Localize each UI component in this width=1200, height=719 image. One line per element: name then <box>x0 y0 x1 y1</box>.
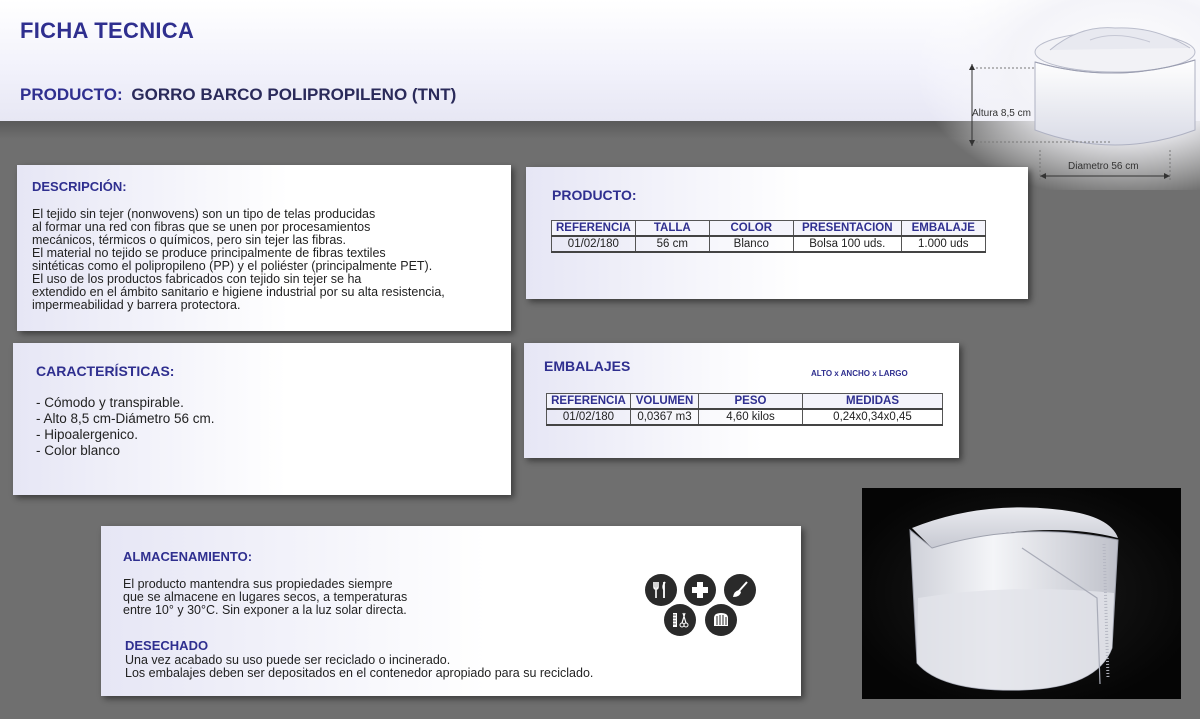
descripcion-line: sintéticas como el polipropileno (PP) y el poliéster (principalmente PET). <box>32 259 433 273</box>
table-header-cell: MEDIDAS <box>803 394 943 410</box>
medical-cross-icon <box>684 574 716 606</box>
desechado-text <box>125 654 593 680</box>
descripcion-line: El uso de los productos fabricados con tejido sin tejer se ha <box>32 272 362 286</box>
table-header-cell: TALLA <box>635 221 709 237</box>
table-header-cell: EMBALAJE <box>901 221 985 237</box>
caracteristicas-heading: CARACTERÍSTICAS: <box>36 363 175 379</box>
table-cell: 0,0367 m3 <box>631 409 699 425</box>
list-item: - Alto 8,5 cm-Diámetro 56 cm. <box>36 411 215 426</box>
table-header-cell: COLOR <box>709 221 793 237</box>
table-cell: 4,60 kilos <box>699 409 803 425</box>
descripcion-line: mecánicos, térmicos o químicos, pero sin tejer las fibras. <box>32 233 347 247</box>
table-header-cell: PESO <box>699 394 803 410</box>
desechado-heading: DESECHADO <box>125 638 209 653</box>
producto-panel <box>526 167 1028 299</box>
descripcion-panel <box>17 165 511 331</box>
embalajes-panel <box>524 343 959 458</box>
table-header-row <box>547 394 943 410</box>
table-header-cell: REFERENCIA <box>547 394 631 410</box>
desechado-line: Una vez acabado su uso puede ser reciclado o incinerado. <box>125 653 451 667</box>
embalajes-table <box>546 393 943 426</box>
hairnet-icon <box>705 604 737 636</box>
table-cell: 0,24x0,34x0,45 <box>803 409 943 425</box>
hairdresser-tools-icon <box>664 604 696 636</box>
page-title: FICHA TECNICA <box>20 18 195 43</box>
table-cell: 56 cm <box>635 236 709 252</box>
table-row <box>547 409 943 425</box>
almacenamiento-heading: ALMACENAMIENTO: <box>123 549 253 564</box>
producto-table <box>551 220 986 253</box>
descripcion-line: impermeabilidad y barrera protectora. <box>32 298 241 312</box>
table-cell: Blanco <box>709 236 793 252</box>
product-name: GORRO BARCO POLIPROPILENO (TNT) <box>131 85 457 104</box>
table-header-cell: VOLUMEN <box>631 394 699 410</box>
hat-photo-graphic <box>862 488 1181 699</box>
list-item: - Color blanco <box>36 443 121 458</box>
table-cell: 01/02/180 <box>552 236 636 252</box>
product-title <box>20 85 456 105</box>
producto-heading: PRODUCTO: <box>552 187 637 203</box>
list-item: - Cómodo y transpirable. <box>36 395 184 410</box>
almacenamiento-text <box>123 578 407 617</box>
table-header-cell: PRESENTACION <box>793 221 901 237</box>
descripcion-line: El material no tejido se produce principalmente de fibras textiles <box>32 246 386 260</box>
almacenamiento-panel <box>101 526 801 696</box>
table-cell: 01/02/180 <box>547 409 631 425</box>
table-cell: Bolsa 100 uds. <box>793 236 901 252</box>
medidas-note: ALTO x ANCHO x LARGO <box>811 369 908 378</box>
cutlery-icon <box>645 574 677 606</box>
height-dimension-label: Altura 8,5 cm <box>972 108 1031 119</box>
caracteristicas-panel <box>13 343 511 495</box>
table-row <box>552 236 986 252</box>
caracteristicas-list <box>36 395 215 459</box>
table-header-row <box>552 221 986 237</box>
descripcion-line: extendido en el ámbito sanitario e higiene industrial por su alta resistencia, <box>32 285 445 299</box>
cleaning-brush-icon <box>724 574 756 606</box>
desechado-line: Los embalajes deben ser depositados en el contenedor apropiado para su reciclado. <box>125 666 594 680</box>
embalajes-heading: EMBALAJES <box>544 358 631 374</box>
diameter-dimension-label: Diametro 56 cm <box>1068 161 1139 172</box>
list-item: - Hipoalergenico. <box>36 427 139 442</box>
descripcion-line: al formar una red con fibras que se unen por procesamientos <box>32 220 371 234</box>
descripcion-text <box>32 208 502 312</box>
almacenamiento-line: que se almacene en lugares secos, a temperaturas <box>123 590 408 604</box>
almacenamiento-line: El producto mantendra sus propiedades siempre <box>123 577 393 591</box>
hat-diagram <box>900 0 1200 190</box>
almacenamiento-line: entre 10° y 30°C. Sin exponer a la luz solar directa. <box>123 603 407 617</box>
descripcion-heading: DESCRIPCIÓN: <box>32 179 127 194</box>
descripcion-line: El tejido sin tejer (nonwovens) son un tipo de telas producidas <box>32 207 376 221</box>
hat-illustration <box>900 0 1200 190</box>
product-label: PRODUCTO: <box>20 85 123 104</box>
table-cell: 1.000 uds <box>901 236 985 252</box>
product-photo <box>862 488 1181 699</box>
table-header-cell: REFERENCIA <box>552 221 636 237</box>
